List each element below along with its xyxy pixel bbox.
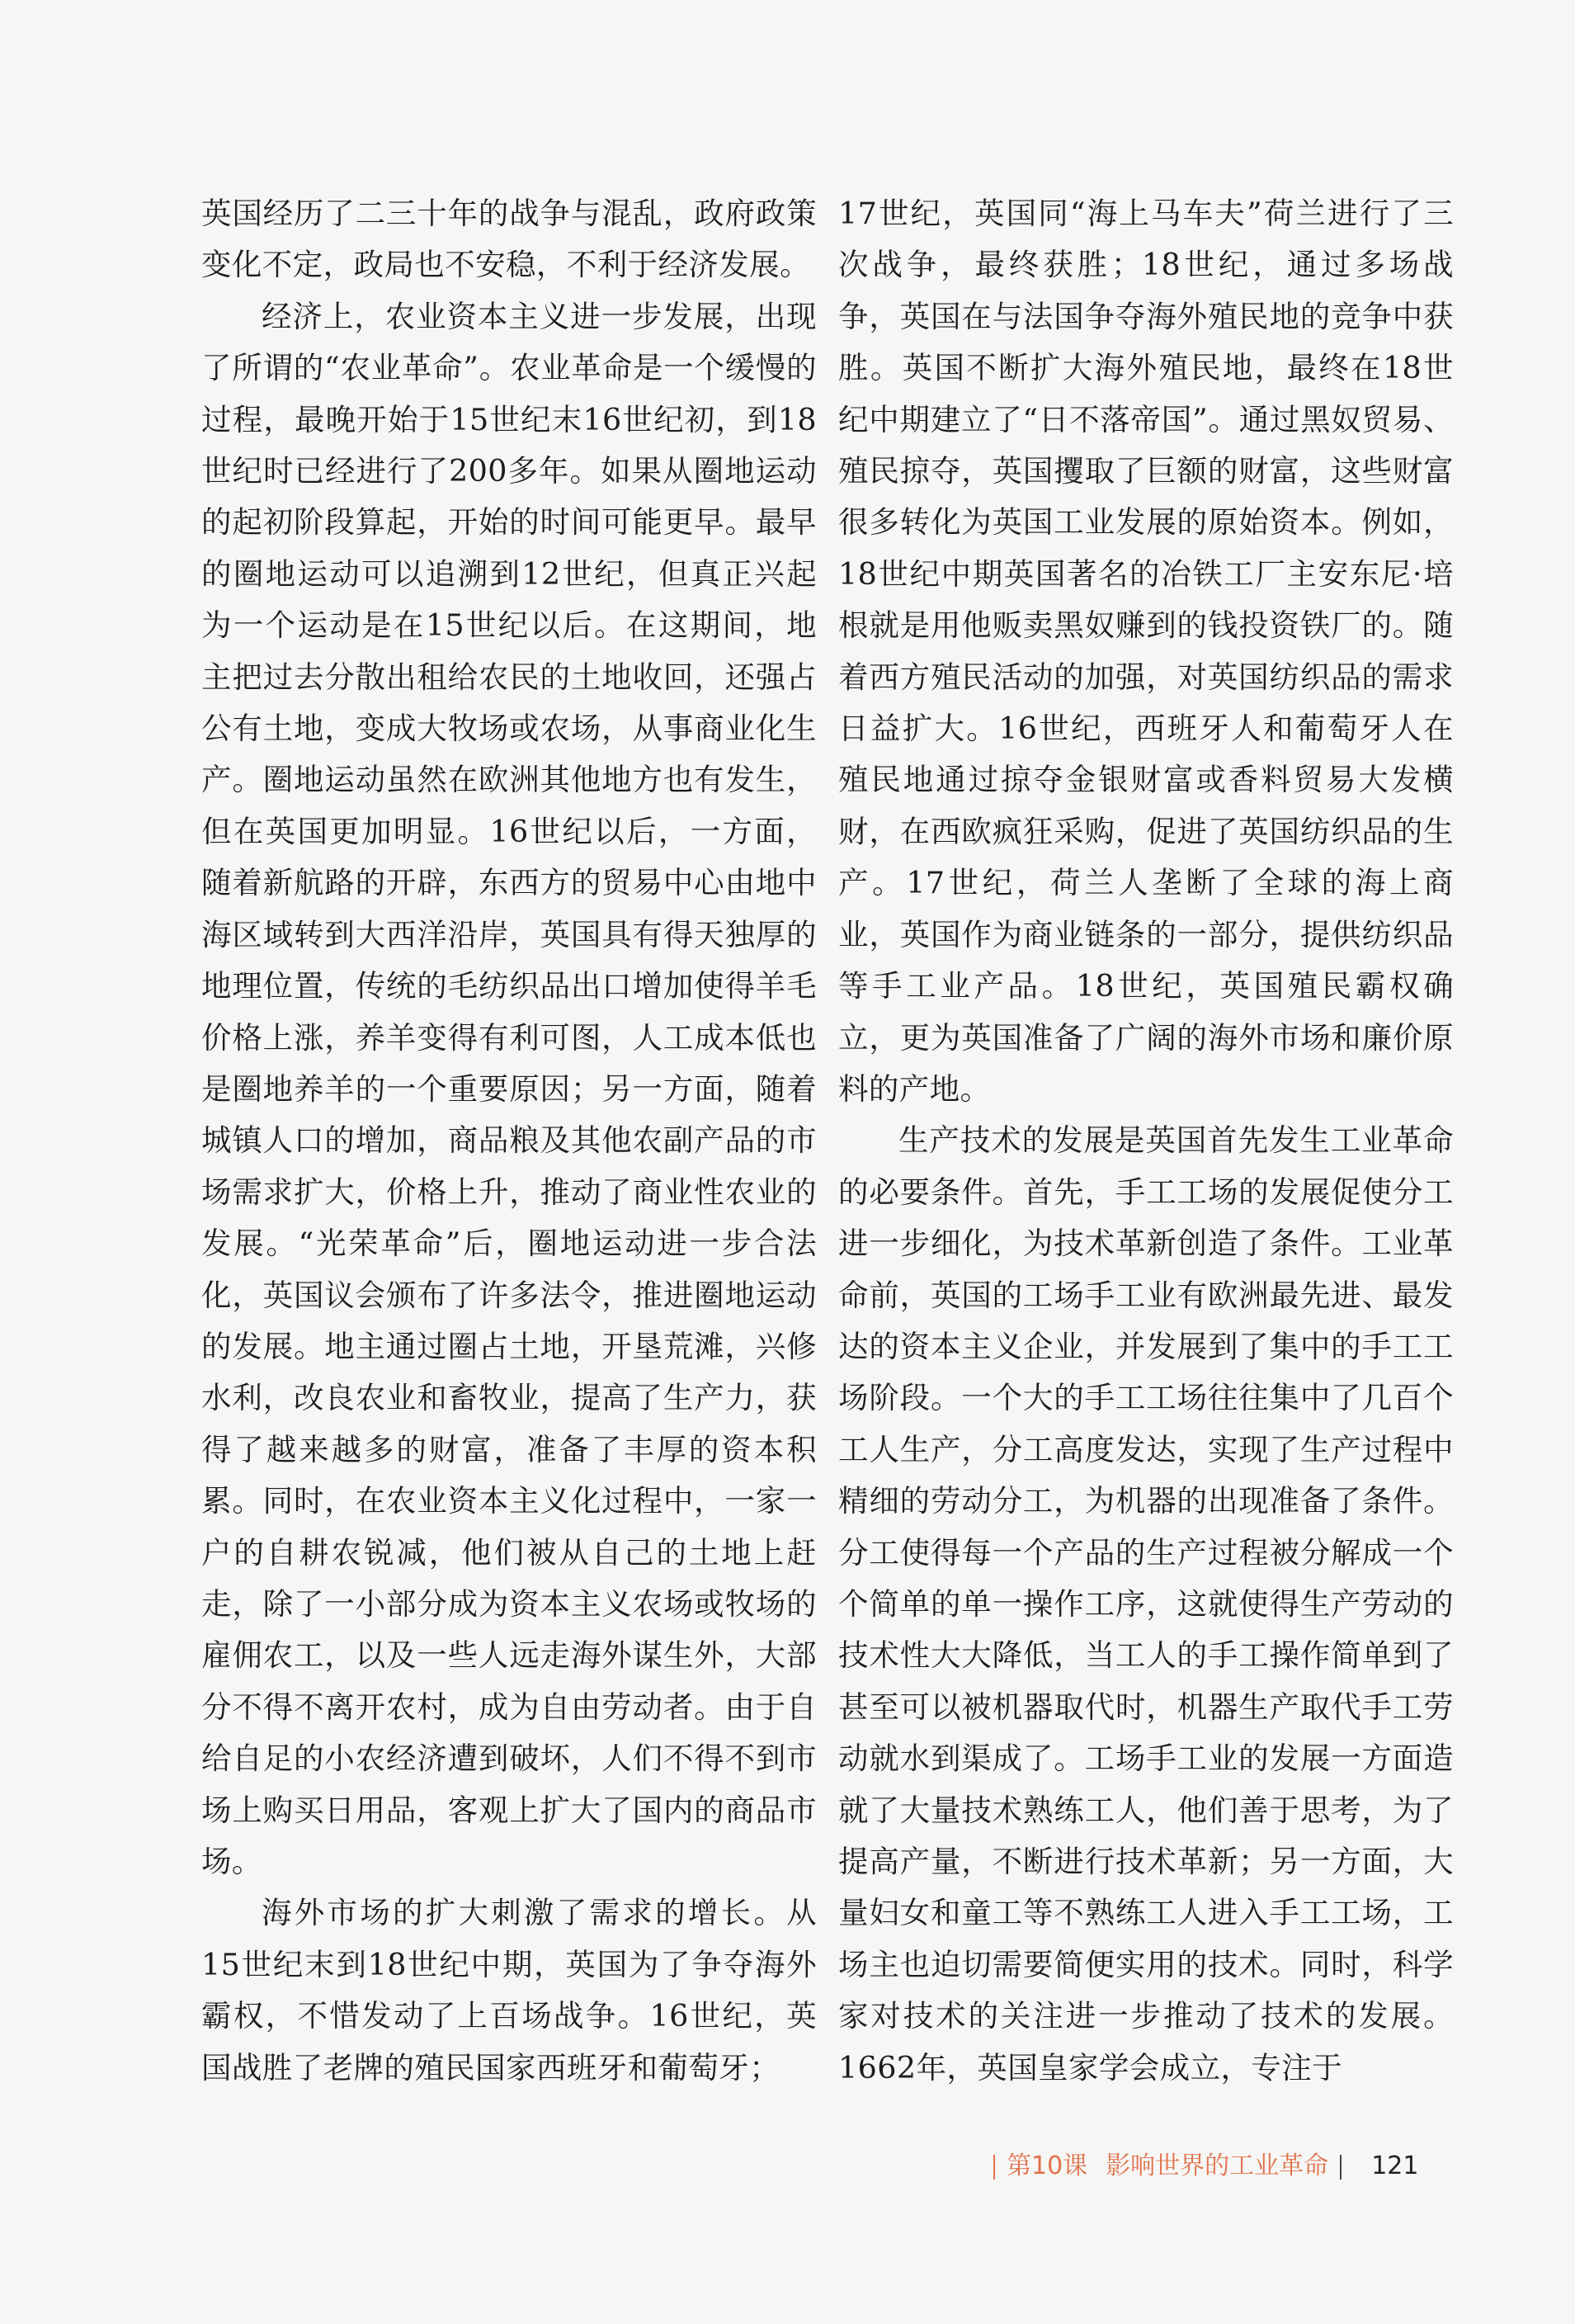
paragraph-continued: 英国经历了二三十年的战争与混乱，政府政策变化不定，政局也不安稳，不利于经济发展。 [201,196,817,283]
lesson-number: 第10课 [1007,2152,1088,2180]
right-column [838,188,1454,2094]
footer-divider-left [993,2155,995,2180]
paragraph-overseas-markets: 海外市场的扩大刺激了需求的增长。从15世纪末到18世纪中期，英国为了争夺海外霸权，不惜发动了上百场战争。16世纪，英国战胜了老牌的殖民国家西班牙和葡萄牙； [201,1895,817,2085]
paragraph-production-technology: 生产技术的发展是英国首先发生工业革命的必要条件。首先，手工工场的发展促使分工进一步细化，为技术革新创造了条件。工业革命前，英国的工场手工业有欧洲最先进、最发达的资本主义企业，并发展到了集中的手工工场阶段。一个大的手工工场往往集中了几百个工人生产，分工高度发达，实现了生产过程中精细的劳动分工，为机器的出现准备了条件。分工使得每一个产品的生产过程被分解成一个个简单的单一操作工序，这就使得生产劳动的技术性大大降低，当工人的手工操作简单到了甚至可以被机器取代时，机器生产取代手工劳动就水到渠成了。工场手工业的发展一方面造就了大量技术熟练工人，他们善于思考，为了提高产量，不断进行技术革新；另一方面，大量妇女和童工等不熟练工人进入手工工场，工场主也迫切需要简便实用的技术。同时，科学家对技术的关注进一步推动了技术的发展。1662年，英国皇家学会成立，专注于 [838,1122,1454,2085]
footer-divider-right [1340,2155,1342,2180]
paragraph-agricultural-revolution: 经济上，农业资本主义进一步发展，出现了所谓的“农业革命”。农业革命是一个缓慢的过程，最晚开始于15世纪末16世纪初，到18世纪时已经进行了200多年。如果从圈地运动的起初阶段算起，开始的时间可能更早。最早的圈地运动可以追溯到12世纪，但真正兴起为一个运动是在15世纪以后。在这期间，地主把过去分散出租给农民的土地收回，还强占公有土地，变成大牧场或农场，从事商业化生产。圈地运动虽然在欧洲其他地方也有发生，但在英国更加明显。16世纪以后，一方面，随着新航路的开辟，东西方的贸易中心由地中海区域转到大西洋沿岸，英国具有得天独厚的地理位置，传统的毛纺织品出口增加使得羊毛价格上涨，养羊变得有利可图，人工成本低也是圈地养羊的一个重要原因；另一方面，随着城镇人口的增加，商品粮及其他农副产品的市场需求扩大，价格上升，推动了商业性农业的发展。“光荣革命”后，圈地运动进一步合法化，英国议会颁布了许多法令，推进圈地运动的发展。地主通过圈占土地，开垦荒滩，兴修水利，改良农业和畜牧业，提高了生产力，获得了越来越多的财富，准备了丰厚的资本积累。同时，在农业资本主义化过程中，一家一户的自耕农锐减，他们被从自己的土地上赶走，除了一小部分成为资本主义农场或牧场的雇佣农工，以及一些人远走海外谋生外，大部分不得不离开农村，成为自由劳动者。由于自给自足的小农经济遭到破坏，人们不得不到市场上购买日用品，客观上扩大了国内的商品市场。 [201,298,817,1879]
page-footer [982,2146,1419,2187]
paragraph-colonial-expansion: 17世纪，英国同“海上马车夫”荷兰进行了三次战争，最终获胜；18世纪，通过多场战争，英国在与法国争夺海外殖民地的竞争中获胜。英国不断扩大海外殖民地，最终在18世纪中期建立了“日不落帝国”。通过黑奴贸易、殖民掠夺，英国攫取了巨额的财富，这些财富很多转化为英国工业发展的原始资本。例如，18世纪中期英国著名的冶铁工厂主安东尼·培根就是用他贩卖黑奴赚到的钱投资铁厂的。随着西方殖民活动的加强，对英国纺织品的需求日益扩大。16世纪，西班牙人和葡萄牙人在殖民地通过掠夺金银财富或香料贸易大发横财，在西欧疯狂采购，促进了英国纺织品的生产。17世纪，荷兰人垄断了全球的海上商业，英国作为商业链条的一部分，提供纺织品等手工业产品。18世纪，英国殖民霸权确立，更为英国准备了广阔的海外市场和廉价原料的产地。 [838,196,1454,1107]
page-number: 121 [1371,2152,1419,2180]
left-column [201,188,817,2094]
lesson-title: 影响世界的工业革命 [1106,2152,1329,2180]
